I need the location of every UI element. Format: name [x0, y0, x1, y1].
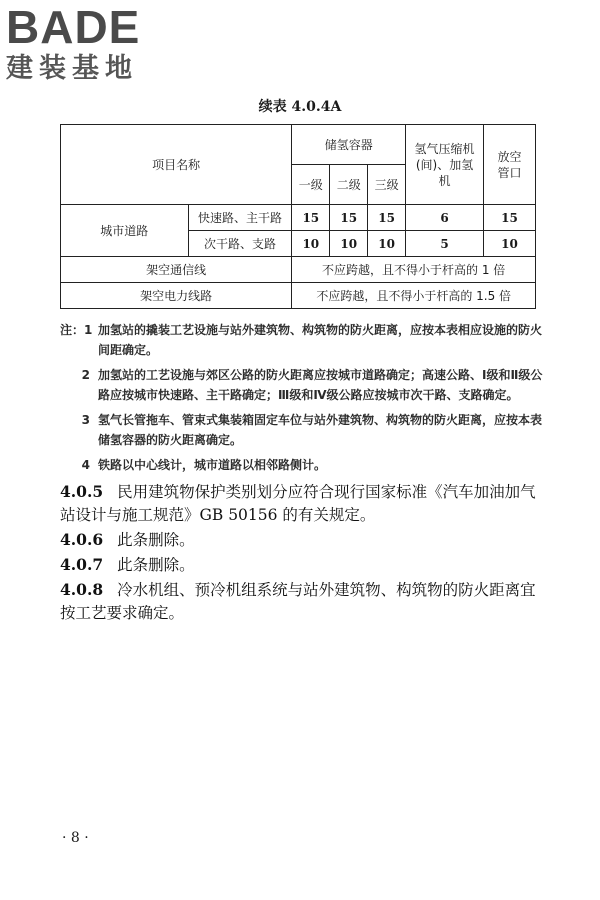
cell-grade3: 15: [368, 205, 406, 231]
table-row: [61, 257, 536, 283]
clause-text: 冷水机组、预冷机组系统与站外建筑物、构筑物的防火距离宜按工艺要求确定。: [60, 581, 536, 622]
row-name: 次干路、支路: [188, 231, 292, 257]
cell-grade3: 10: [368, 231, 406, 257]
note-item: [60, 365, 550, 405]
cell-compressor: 6: [406, 205, 484, 231]
note-text: 加氢站的撬装工艺设施与站外建筑物、构筑物的防火距离，应按本表相应设施的防火间距确定。: [98, 323, 543, 357]
note-label: 4: [81, 458, 90, 472]
note-text: 铁路以中心线计，城市道路以相邻路侧计。: [98, 458, 327, 472]
logo-brand: BADE: [6, 1, 141, 53]
table-row: [61, 205, 536, 231]
header-storage: 储氢容器: [292, 125, 406, 165]
power-line-name: 架空电力线路: [61, 283, 292, 309]
table-caption: 续表 4.0.4A: [258, 99, 342, 115]
note-label: 注：1: [60, 323, 93, 337]
header-item-name: 项目名称: [61, 125, 292, 205]
note-item: [60, 410, 550, 450]
power-line-text: 不应跨越，且不得小于杆高的 1.5 倍: [292, 283, 536, 309]
header-compressor: 氢气压缩机(间)、加氢机: [406, 125, 484, 205]
cell-grade2: 10: [330, 231, 368, 257]
clause-text: 民用建筑物保护类别划分应符合现行国家标准《汽车加油加气站设计与施工规范》GB 50156 的有关规定。: [60, 483, 536, 524]
header-grade1: 一级: [292, 165, 330, 205]
cell-compressor: 5: [406, 231, 484, 257]
clauses: [60, 480, 538, 626]
clause-item: [60, 578, 538, 625]
note-label: 2: [81, 368, 90, 382]
page-number: · 8 ·: [62, 830, 89, 846]
table-row: [61, 283, 536, 309]
cell-grade1: 15: [292, 205, 330, 231]
note-text: 氢气长管拖车、管束式集装箱固定车位与站外建筑物、构筑物的防火距离，应按本表储氢容器的防火距离确定。: [98, 413, 543, 447]
logo-subtitle: 建装基地: [6, 53, 138, 84]
cell-vent: 10: [484, 231, 536, 257]
clause-item: [60, 480, 538, 527]
fire-distance-table: [60, 124, 536, 309]
comm-line-name: 架空通信线: [61, 257, 292, 283]
note-label: 3: [81, 413, 90, 427]
header-vent: 放空管口: [484, 125, 536, 205]
clause-item: [60, 553, 538, 577]
clause-number: 4.0.8: [60, 580, 104, 599]
clause-text: 此条删除。: [117, 531, 195, 549]
clause-number: 4.0.6: [60, 530, 104, 549]
clause-item: [60, 528, 538, 552]
header-grade3: 三级: [368, 165, 406, 205]
cell-grade2: 15: [330, 205, 368, 231]
cell-vent: 15: [484, 205, 536, 231]
clause-text: 此条删除。: [117, 556, 195, 574]
note-text: 加氢站的工艺设施与郊区公路的防火距离应按城市道路确定；高速公路、Ⅰ级和Ⅱ级公路应按城市快速路、主干路确定；Ⅲ级和Ⅳ级公路应按城市次干路、支路确定。: [98, 368, 543, 402]
clause-number: 4.0.7: [60, 555, 104, 574]
header-grade2: 二级: [330, 165, 368, 205]
note-item: [60, 320, 550, 360]
note-item: [60, 455, 550, 475]
comm-line-text: 不应跨越，且不得小于杆高的 1 倍: [292, 257, 536, 283]
logo: [6, 1, 181, 86]
row-name: 快速路、主干路: [188, 205, 292, 231]
city-road-cell: 城市道路: [61, 205, 189, 257]
cell-grade1: 10: [292, 231, 330, 257]
table-notes: [60, 320, 550, 475]
clause-number: 4.0.5: [60, 482, 104, 501]
